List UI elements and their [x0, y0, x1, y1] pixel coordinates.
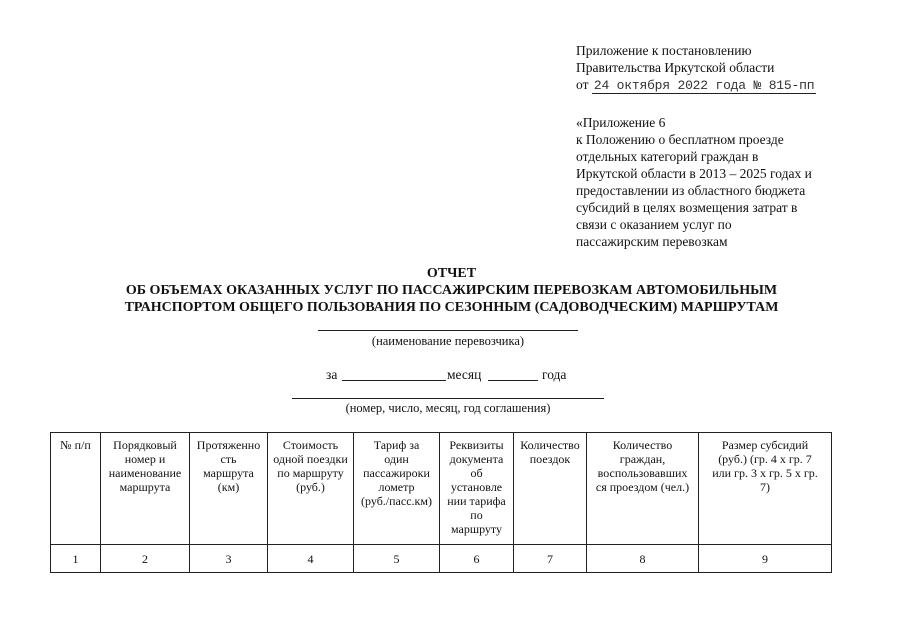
agreement-line [292, 398, 604, 399]
column-number-cell: 3 [190, 545, 268, 573]
header-cell-trip-cost: Стоимость одной поездки по маршруту (руб.) [268, 433, 354, 545]
header-cell-trip-count: Количество поездок [514, 433, 587, 545]
appendix6-line: к Положению о бесплатном проезде [576, 132, 784, 147]
period-prefix: за [326, 367, 338, 382]
header-cell-tariff: Тариф за один пассажироки лометр (руб./пасс.км) [354, 433, 440, 545]
table-column-number-row [51, 545, 832, 573]
column-number-cell: 4 [268, 545, 354, 573]
appendix6-line: «Приложение 6 [576, 115, 666, 130]
resolution-reference: 24 октября 2022 года № 815-пп [593, 78, 815, 93]
header-cell-subsidy-amount: Размер субсидий (руб.) (гр. 4 х гр. 7 или гр. 3 х гр. 5 х гр. 7) [699, 433, 832, 545]
report-title-line-1: ОТЧЕТ [426, 266, 477, 281]
appendix6-line: пассажирским перевозкам [576, 234, 728, 249]
report-table [50, 432, 832, 573]
period-month-label: месяц [447, 367, 482, 382]
carrier-name-line [318, 330, 578, 331]
appendix-resolution-line [576, 76, 816, 94]
header-cell-row-number: № п/п [51, 433, 101, 545]
header-cell-passenger-count: Количество граждан, воспользовавших ся проездом (чел.) [587, 433, 699, 545]
column-number-cell: 1 [51, 545, 101, 573]
appendix-line-2: Правительства Иркутской области [576, 60, 775, 75]
period-blank-month [488, 367, 538, 381]
column-number-cell: 5 [354, 545, 440, 573]
appendix-header [576, 42, 816, 94]
header-cell-route-length: Протяженно сть маршрута (км) [190, 433, 268, 545]
period-year-label: года [542, 367, 567, 382]
header-cell-route-name: Порядковый номер и наименование маршрута [101, 433, 190, 545]
appendix6-line: отдельных категорий граждан в [576, 149, 759, 164]
report-title-line-3: ТРАНСПОРТОМ ОБЩЕГО ПОЛЬЗОВАНИЯ ПО СЕЗОННЫМ (САДОВОДЧЕСКИМ) МАРШРУТАМ [124, 300, 779, 315]
column-number-cell: 7 [514, 545, 587, 573]
report-title-line-2: ОБ ОБЪЕМАХ ОКАЗАННЫХ УСЛУГ ПО ПАССАЖИРСКИМ ПЕРЕВОЗКАМ АВТОМОБИЛЬНЫМ [125, 283, 778, 298]
column-number-cell: 8 [587, 545, 699, 573]
appendix6-block [576, 114, 812, 250]
appendix-line-1: Приложение к постановлению [576, 43, 752, 58]
column-number-cell: 2 [101, 545, 190, 573]
period-blank-day [342, 367, 446, 381]
appendix6-line: Иркутской области в 2013 – 2025 годах и [576, 166, 812, 181]
column-number-cell: 6 [440, 545, 514, 573]
appendix-from-prefix: от [576, 77, 589, 92]
appendix6-line: предоставлении из областного бюджета [576, 183, 806, 198]
column-number-cell: 9 [699, 545, 832, 573]
carrier-caption: (наименование перевозчика) [371, 334, 525, 348]
report-title [0, 265, 903, 316]
appendix6-line: связи с оказанием услуг по [576, 217, 732, 232]
appendix6-line: субсидий в целях возмещения затрат в [576, 200, 798, 215]
header-cell-tariff-document: Реквизиты документа об установле нии тарифа по маршруту [440, 433, 514, 545]
agreement-caption: (номер, число, месяц, год соглашения) [345, 401, 551, 415]
table-header-row [51, 433, 832, 545]
